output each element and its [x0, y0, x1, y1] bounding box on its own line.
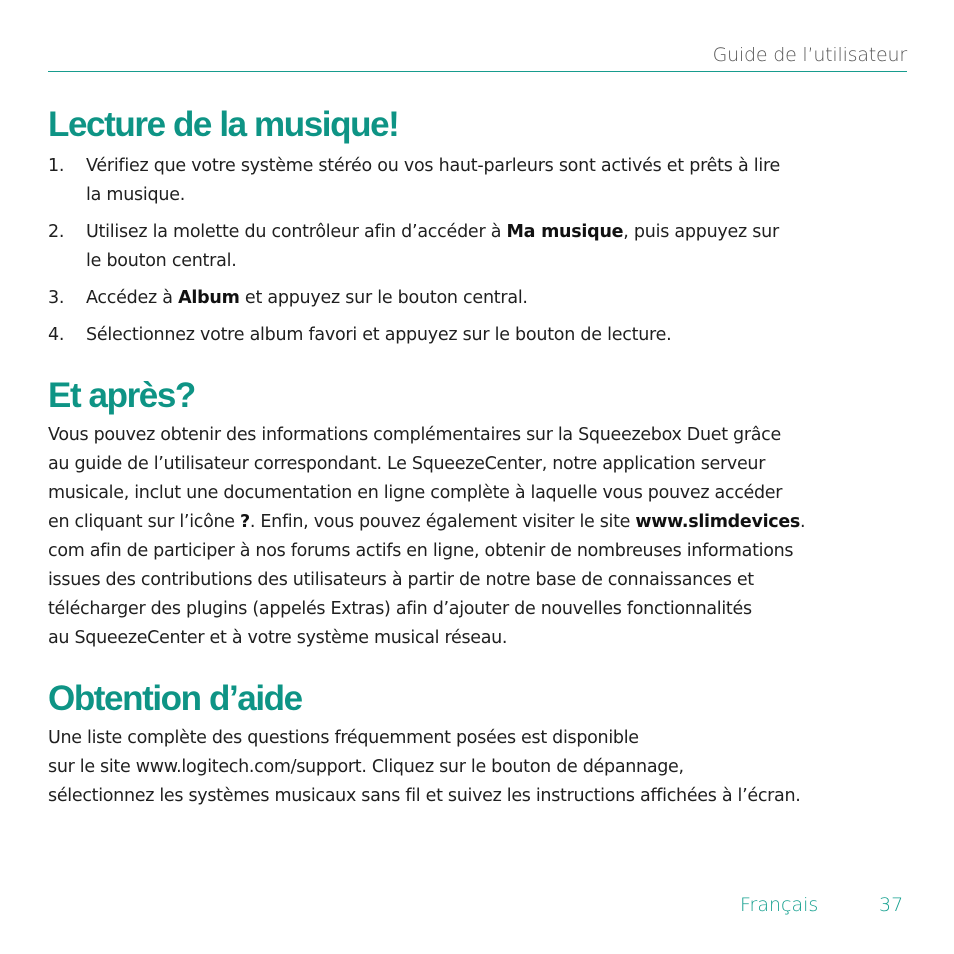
text-line: sélectionnez les systèmes musicaux sans fil et suivez les instructions affichées à l’écran. [48, 786, 801, 806]
text-line: issues des contributions des utilisateurs à partir de notre base de connaissances et [48, 570, 754, 590]
step-number: 2. [48, 222, 65, 242]
page-content [48, 104, 908, 811]
header-title: Guide de l’utilisateur [712, 44, 907, 66]
page-number: 37 [879, 894, 904, 916]
section-heading: Obtention d’aide [48, 679, 302, 718]
section-heading: Lecture de la musique! [48, 105, 399, 144]
section-playing-music [48, 104, 908, 350]
step-text-line: la musique. [86, 185, 186, 205]
steps-list [48, 152, 908, 350]
section-what-next [48, 375, 908, 653]
menu-item-name: Ma musique [506, 222, 624, 242]
menu-item-name: Album [178, 288, 240, 308]
text-line: au guide de l’utilisateur correspondant. Le SqueezeCenter, notre application serveur [48, 454, 766, 474]
text-line: musicale, inclut une documentation en ligne complète à laquelle vous pouvez accéder [48, 483, 783, 503]
paragraph [48, 421, 908, 653]
list-item [48, 284, 908, 313]
text-line: . Enfin, vous pouvez également visiter le site [249, 512, 636, 532]
text-line: télécharger des plugins (appelés Extras) afin d’ajouter de nouvelles fonctionnalités [48, 599, 752, 619]
text-line: Une liste complète des questions fréquemment posées est disponible [48, 728, 639, 748]
step-text: Sélectionnez votre album favori et appuyez sur le bouton de lecture. [86, 325, 672, 345]
list-item [48, 321, 908, 350]
website-link: www.slimdevices [635, 512, 801, 532]
step-number: 3. [48, 288, 65, 308]
step-number: 1. [48, 156, 65, 176]
section-heading: Et après? [48, 376, 195, 415]
help-icon-glyph: ? [240, 512, 250, 532]
footer-language: Français [740, 894, 819, 916]
step-text: , puis appuyez sur [623, 222, 779, 242]
page-header [48, 40, 907, 72]
paragraph [48, 724, 908, 811]
text-line: Vous pouvez obtenir des informations complémentaires sur la Squeezebox Duet grâce [48, 425, 781, 445]
list-item [48, 152, 908, 210]
text-line: . [800, 512, 806, 532]
step-text: et appuyez sur le bouton central. [239, 288, 528, 308]
text-line: sur le site www.logitech.com/support. Cliquez sur le bouton de dépannage, [48, 757, 684, 777]
section-getting-help [48, 678, 908, 811]
step-text: Utilisez la molette du contrôleur afin d’accéder à [86, 222, 507, 242]
list-item [48, 218, 908, 276]
step-text-line: Vérifiez que votre système stéréo ou vos haut-parleurs sont activés et prêts à lire [86, 156, 781, 176]
step-number: 4. [48, 325, 65, 345]
text-line: en cliquant sur l’icône [48, 512, 241, 532]
step-text-line: le bouton central. [86, 251, 237, 271]
text-line: com afin de participer à nos forums actifs en ligne, obtenir de nombreuses informations [48, 541, 794, 561]
step-text: Accédez à [86, 288, 179, 308]
text-line: au SqueezeCenter et à votre système musical réseau. [48, 628, 508, 648]
